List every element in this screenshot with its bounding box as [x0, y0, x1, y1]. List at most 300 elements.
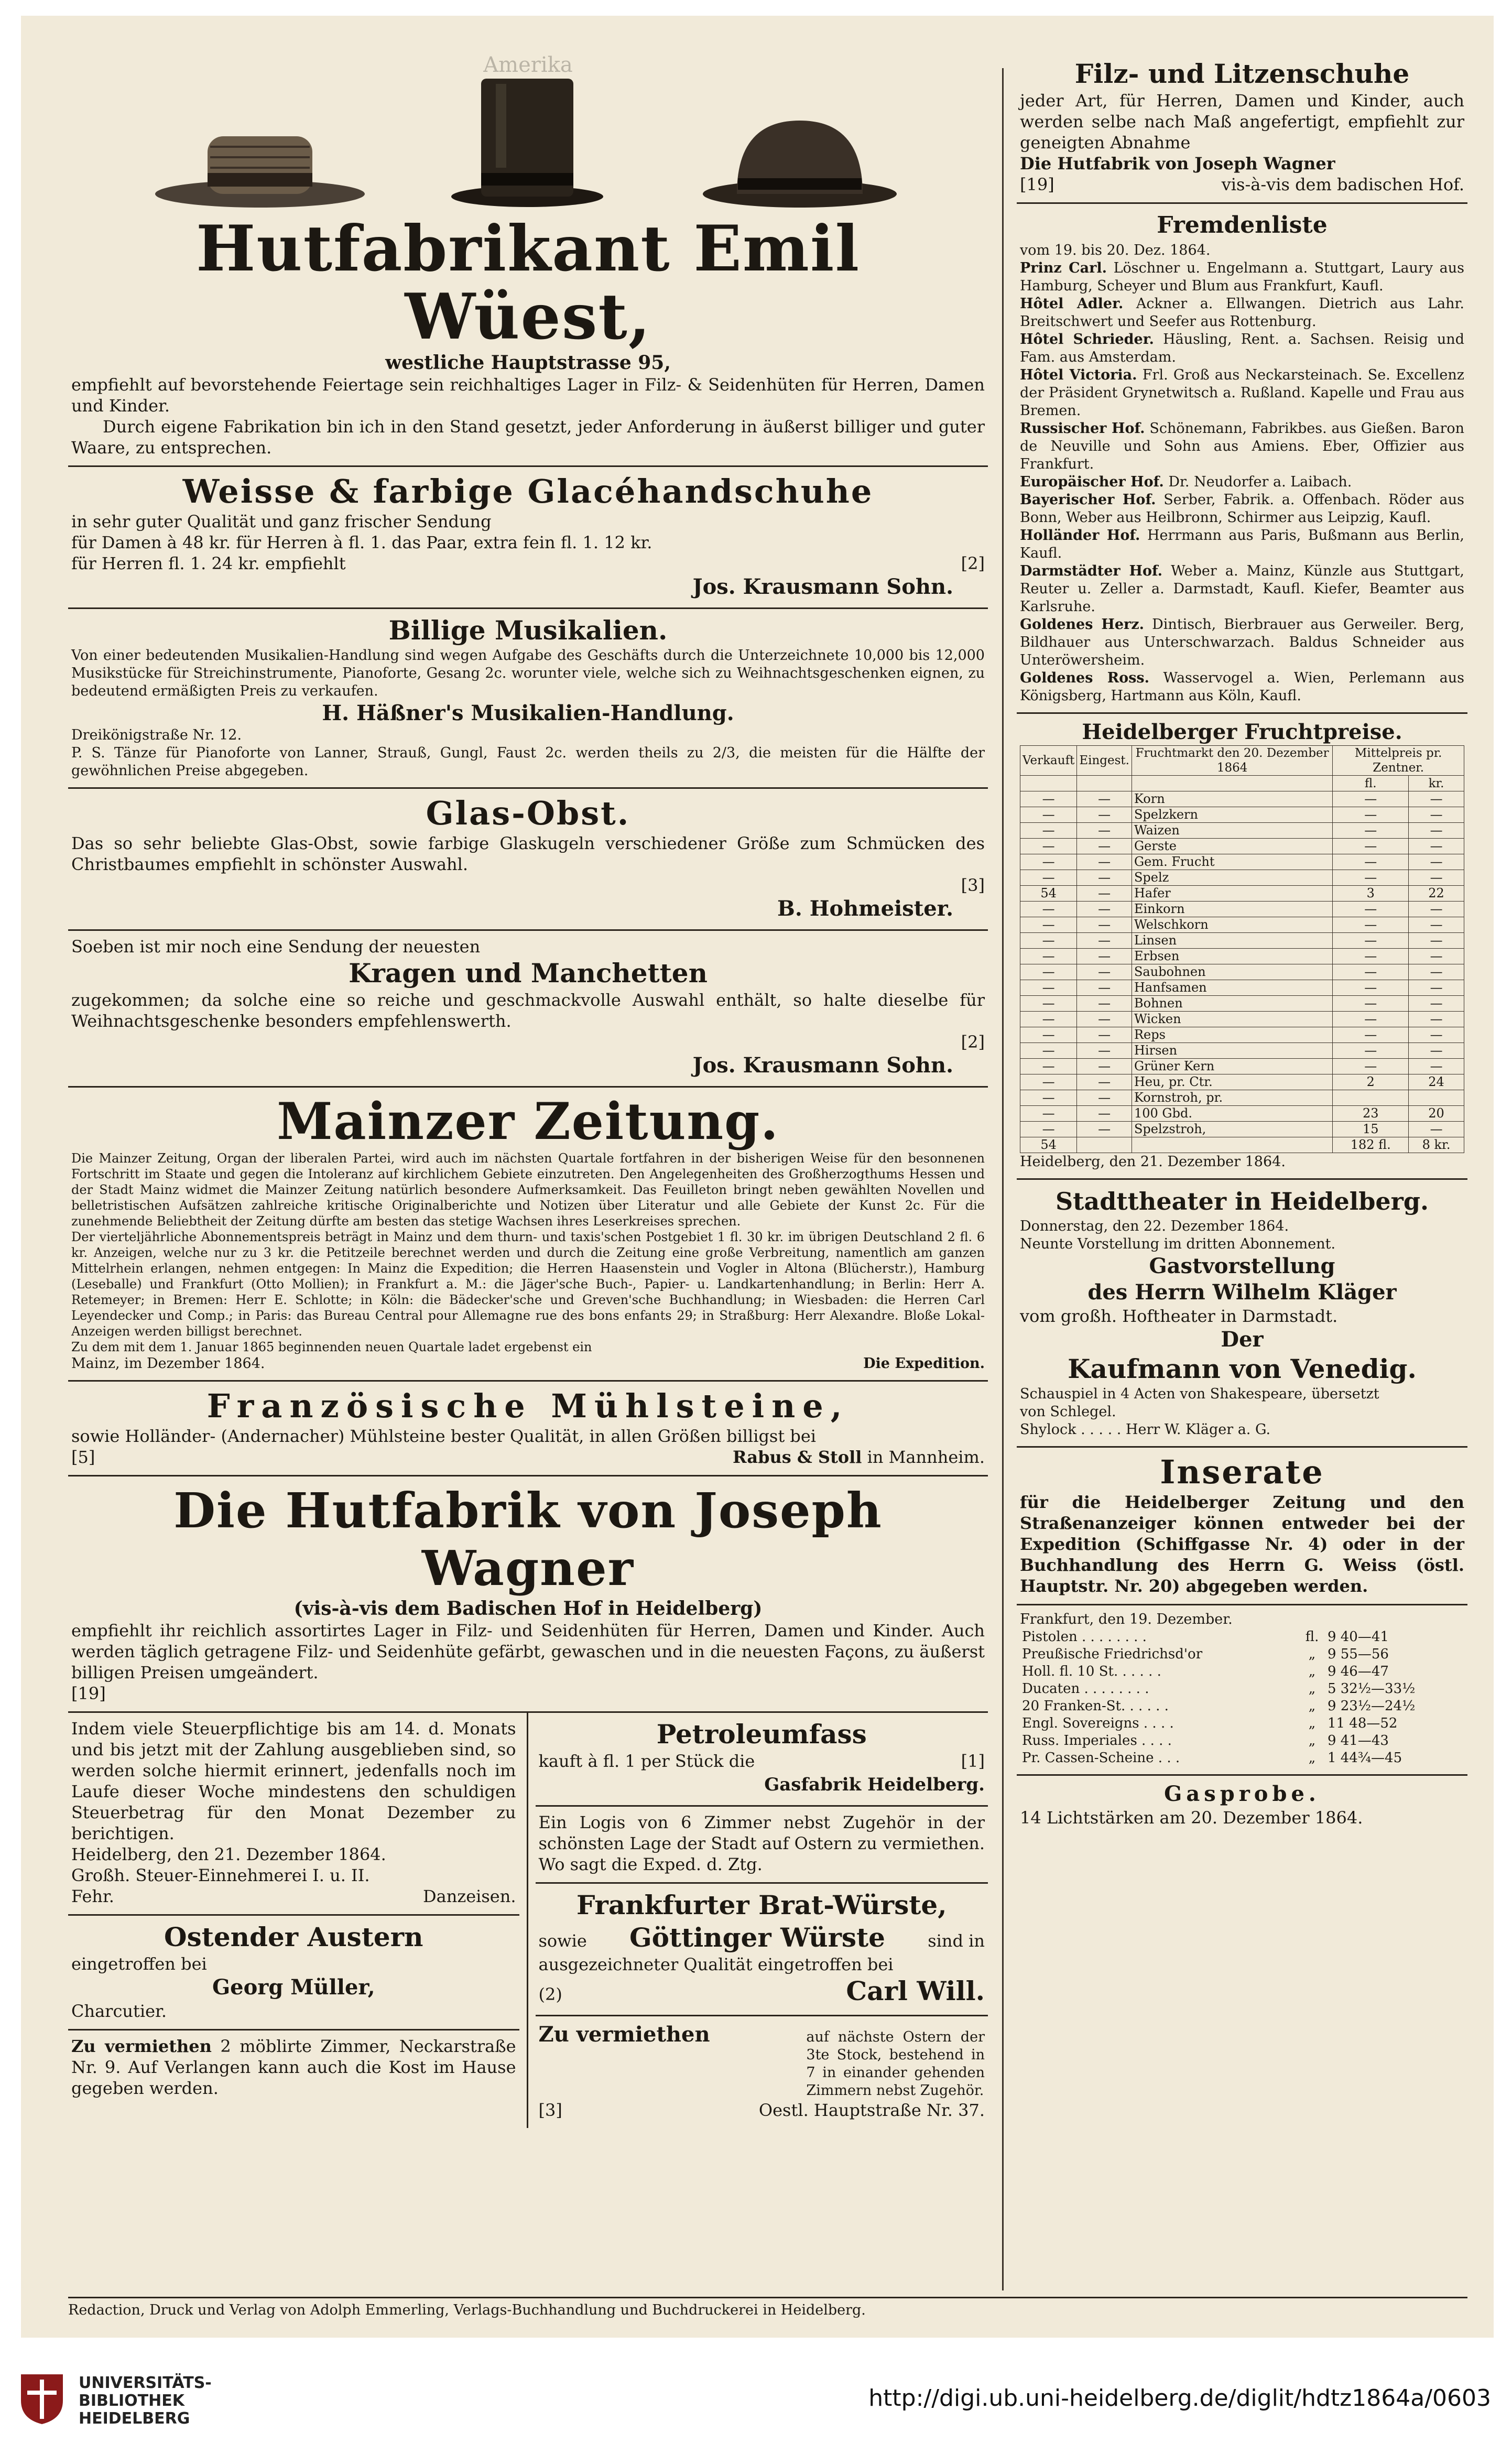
ad-ref: [19]	[1020, 175, 1054, 194]
grain-cell-n: Wicken	[1132, 1012, 1332, 1027]
grain-row	[1020, 1106, 1464, 1122]
total-fl: 182	[1350, 1137, 1375, 1152]
unit-fl: fl.	[1333, 776, 1409, 791]
hotel-name: Goldenes Herz.	[1020, 616, 1144, 633]
rate-cell-c: „	[1308, 1715, 1316, 1731]
rate-cell-c: fl.	[1305, 1629, 1319, 1645]
grain-cell-fl: —	[1333, 791, 1409, 807]
grain-cell-s: —	[1020, 996, 1077, 1012]
grain-cell-fl: —	[1333, 807, 1409, 823]
grain-cell-s: —	[1020, 854, 1077, 870]
col-in: Eingest.	[1077, 746, 1132, 776]
ad-ref: [3]	[538, 2100, 562, 2120]
ad-signature: Jos. Krausmann Sohn.	[692, 1053, 953, 1078]
ad-signature: Die Expedition.	[863, 1355, 985, 1372]
ad-text: empfiehlt auf bevorstehende Feiertage sein reichhaltiges Lager in Filz- & Seidenhüten für Herren, Damen und Kinder.	[71, 375, 985, 416]
guest-entry	[1020, 295, 1464, 331]
ad-signature: Die Hutfabrik von Joseph Wagner	[1020, 154, 1335, 173]
grain-row	[1020, 886, 1464, 902]
grain-cell-i: —	[1077, 1043, 1132, 1059]
grain-cell-i: —	[1077, 949, 1132, 964]
ad-glass-fruit	[68, 789, 988, 931]
grain-footer: Heidelberg, den 21. Dezember 1864.	[1020, 1154, 1286, 1170]
grain-cell-kr: —	[1409, 949, 1464, 964]
theatre-guest: Gastvorstellung	[1149, 1254, 1335, 1278]
library-footer	[0, 2338, 1512, 2454]
inserate-notice	[1017, 1448, 1467, 1605]
total-unit: fl.	[1378, 1137, 1391, 1152]
grain-cell-fl: 23	[1333, 1106, 1409, 1122]
grain-cell-s: —	[1020, 823, 1077, 839]
rates-table	[1020, 1628, 1464, 1767]
ad-trade: Charcutier.	[71, 2001, 167, 2021]
grain-cell-i: —	[1077, 1059, 1132, 1074]
grain-cell-fl: —	[1333, 917, 1409, 933]
rate-cell-n: Engl. Sovereigns . . . .	[1022, 1715, 1174, 1731]
ad-title: Mainzer Zeitung.	[277, 1092, 779, 1151]
grain-row	[1020, 902, 1464, 917]
grain-row	[1020, 1027, 1464, 1043]
grain-cell-s: —	[1020, 902, 1077, 917]
grain-row	[1020, 854, 1464, 870]
guest-names: Löschner u. Engelmann a. Stuttgart, Laury aus Hamburg, Scheyer und Blum aus Frankfurt, Kaufl.	[1020, 260, 1464, 294]
ad-title: Kragen und Manchetten	[349, 958, 708, 989]
rate-cell-v: 9 46—47	[1327, 1664, 1389, 1679]
ad-title: Französische Mühlsteine,	[206, 1387, 850, 1425]
hotel-name: Darmstädter Hof.	[1020, 563, 1163, 579]
grain-cell-s: —	[1020, 980, 1077, 996]
rate-cell-n: Holl. fl. 10 St. . . . . .	[1022, 1664, 1161, 1679]
ad-address: Oestl. Hauptstraße Nr. 37.	[758, 2100, 985, 2120]
ad-sausages	[536, 1884, 988, 2016]
ad-title: Ostender Austern	[164, 1921, 423, 1952]
ad-gloves	[68, 467, 988, 609]
col-market: Fruchtmarkt den 20. Dezember 1864	[1132, 746, 1332, 776]
guest-entry	[1020, 366, 1464, 420]
grain-cell-i: —	[1077, 1106, 1132, 1122]
hotel-name: Holländer Hof.	[1020, 527, 1140, 544]
ad-signature: Danzeisen.	[422, 1886, 516, 1906]
grain-table	[1020, 745, 1464, 1153]
grain-cell-i: —	[1077, 1074, 1132, 1090]
grain-row	[1020, 1122, 1464, 1137]
ad-text: sowie	[538, 1931, 587, 1951]
grain-cell-n: Gem. Frucht	[1132, 854, 1332, 870]
grain-cell-n: Hafer	[1132, 886, 1332, 902]
grain-cell-n: Gerste	[1132, 839, 1332, 854]
rates-head: Frankfurt, den 19. Dezember.	[1020, 1611, 1233, 1627]
grain-cell-n: Saubohnen	[1132, 964, 1332, 980]
grain-cell-kr: —	[1409, 1059, 1464, 1074]
grain-cell-kr	[1409, 1090, 1464, 1106]
grain-row	[1020, 1090, 1464, 1106]
grain-row	[1020, 870, 1464, 886]
rate-row	[1020, 1750, 1464, 1767]
rate-cell-c: „	[1308, 1664, 1316, 1679]
library-line: UNIVERSITÄTS-	[79, 2374, 212, 2392]
guest-entries	[1020, 259, 1464, 705]
grain-cell-fl: —	[1333, 949, 1409, 964]
ad-felt-shoes	[1017, 52, 1467, 204]
grain-cell-kr: —	[1409, 917, 1464, 933]
rate-row	[1020, 1663, 1464, 1680]
grain-cell-s: —	[1020, 1043, 1077, 1059]
ad-rent-floor	[536, 2016, 988, 2128]
grain-row	[1020, 1043, 1464, 1059]
grain-row	[1020, 1074, 1464, 1090]
theatre-role: Shylock . . . . . Herr W. Kläger a. G.	[1020, 1421, 1271, 1438]
grain-cell-i: —	[1077, 870, 1132, 886]
top-hat-icon	[449, 73, 606, 210]
grain-row	[1020, 964, 1464, 980]
grain-row	[1020, 917, 1464, 933]
hotel-name: Hôtel Schrieder.	[1020, 331, 1154, 348]
theatre-the: Der	[1221, 1327, 1264, 1352]
library-line: HEIDELBERG	[79, 2409, 190, 2428]
ad-signature: Jos. Krausmann Sohn.	[692, 574, 953, 599]
ad-mainzer-zeitung	[68, 1088, 988, 1382]
theatre-play: Kaufmann von Venedig.	[1068, 1353, 1417, 1384]
grain-cell-n: Erbsen	[1132, 949, 1332, 964]
grain-cell-s: —	[1020, 870, 1077, 886]
ad-ref: [3]	[961, 875, 985, 895]
ad-text: in sehr guter Qualität und ganz frischer Sendung	[71, 512, 492, 531]
ad-office: Großh. Steuer-Einnehmerei I. u. II.	[71, 1865, 370, 1885]
grain-cell-i: —	[1077, 917, 1132, 933]
ad-signature: H. Häßner's Musikalien-Handlung.	[322, 701, 734, 725]
guest-names: Herrmann aus Paris, Bußmann aus Berlin, Kaufl.	[1020, 527, 1464, 561]
hotel-name: Russischer Hof.	[1020, 420, 1145, 437]
grain-cell-n: 100 Gbd.	[1132, 1106, 1332, 1122]
grain-cell-i: —	[1077, 1027, 1132, 1043]
theatre-series: Neunte Vorstellung im dritten Abonnement.	[1020, 1236, 1336, 1252]
ad-text: für Damen à 48 kr. für Herren à fl. 1. das Paar, extra fein fl. 1. 12 kr.	[71, 533, 652, 552]
theatre-desc: Schauspiel in 4 Acten von Shakespeare, übersetzt	[1020, 1386, 1379, 1402]
ad-signature: Georg Müller,	[212, 1975, 375, 2000]
source-url-link[interactable]: http://digi.ub.uni-heidelberg.de/diglit/hdtz1864a/0603	[868, 2385, 1491, 2412]
grain-row	[1020, 823, 1464, 839]
ad-collars	[68, 931, 988, 1088]
grain-cell-n: Kornstroh, pr.	[1132, 1090, 1332, 1106]
grain-cell-s: —	[1020, 839, 1077, 854]
section-title: Fremdenliste	[1157, 212, 1328, 238]
rate-cell-n: Preußische Friedrichsd'or	[1022, 1646, 1203, 1662]
grain-cell-i: —	[1077, 1012, 1132, 1027]
guest-entry	[1020, 259, 1464, 295]
rate-cell-v: 5 32½—33½	[1327, 1681, 1416, 1697]
ad-signature: Rabus & Stoll	[733, 1447, 862, 1467]
grain-cell-n: Hanfsamen	[1132, 980, 1332, 996]
column-divider	[1002, 68, 1004, 2290]
imprint: Redaction, Druck und Verlag von Adolph Emmerling, Verlags-Buchhandlung und Buchdruckerei in Heidelberg.	[68, 2297, 1467, 2319]
grain-cell-kr: —	[1409, 902, 1464, 917]
hotel-name: Europäischer Hof.	[1020, 474, 1164, 490]
grain-cell-n: Grüner Kern	[1132, 1059, 1332, 1074]
gas-test	[1017, 1776, 1467, 1836]
total-kr: 8	[1422, 1137, 1430, 1152]
grain-cell-i: —	[1077, 933, 1132, 949]
grain-cell-n: Spelzkern	[1132, 807, 1332, 823]
grain-cell-i: —	[1077, 1090, 1132, 1106]
guest-list	[1017, 204, 1467, 714]
grain-cell-kr: —	[1409, 933, 1464, 949]
grain-cell-kr: —	[1409, 1043, 1464, 1059]
right-column	[1017, 52, 1467, 2290]
grain-cell-i: —	[1077, 807, 1132, 823]
grain-row	[1020, 807, 1464, 823]
grain-cell-fl	[1333, 1090, 1409, 1106]
ad-ref: [2]	[961, 553, 985, 573]
rate-cell-v: 11 48—52	[1327, 1715, 1398, 1731]
grain-cell-i: —	[1077, 791, 1132, 807]
guest-names: Dr. Neudorfer a. Laibach.	[1168, 474, 1352, 490]
ad-signature: B. Hohmeister.	[777, 896, 953, 921]
rate-row	[1020, 1698, 1464, 1715]
ad-text: jeder Art, für Herren, Damen und Kinder, auch werden selbe nach Maß angefertigt, empfiehlt zur geneigten Abnahme	[1020, 91, 1464, 153]
ad-text: Der vierteljährliche Abonnementspreis beträgt in Mainz und dem thurn- und taxis'schen Postgebiet 1 fl. 30 kr. im übrigen Deutschland 2 fl. 6 kr. Anzeigen, welche nur zu 3 kr. die Petitzeile berechnet werden und durch die Zeitung eine große Verbreitung, namentlich am ganzen Mittelrhein erlangen, nehmen entgegen: In Mainz die Expedition; die Herren Haasenstein und Vogler in Altona (Blücherstr.), Hamburg (Leseballe) und Frankfurt (Otto Mollien); in Frankfurt a. M.: die Jäger'sche Buch-, Papier- u. Landkartenhandlung; in Berlin: Herr A. Retemeyer; in Bremen: Herr E. Schlotte; in Köln: die Bädecker'sche und Greven'sche Buchhandlung; in Wiesbaden: die Herren Carl Leyendecker und Comp.; in Paris: das Bureau Central pour Allemagne rue des bons enfants 29; in Straßburg: Herr Alexandre. Bloße Lokal-Anzeigen werden billigst berechnet.	[71, 1230, 985, 1339]
rate-row	[1020, 1715, 1464, 1732]
ad-ref: [2]	[961, 1032, 985, 1052]
grain-cell-n: Spelz	[1132, 870, 1332, 886]
hotel-name: Goldenes Ross.	[1020, 670, 1149, 686]
rate-cell-v: 1 44¾—45	[1327, 1750, 1402, 1766]
rate-row	[1020, 1680, 1464, 1698]
grain-cell-i: —	[1077, 996, 1132, 1012]
ad-text: Durch eigene Fabrikation bin ich in den Stand gesetzt, jeder Anforderung in äußerst billiger und guter Waare, zu entsprechen.	[71, 417, 985, 458]
guest-entry	[1020, 669, 1464, 705]
grain-cell-kr: 20	[1409, 1106, 1464, 1122]
ad-text: Das so sehr beliebte Glas-Obst, sowie farbige Glaskugeln verschiedener Größe zum Schmücken des Christbaumes empfiehlt in schönster Auswahl.	[71, 833, 985, 874]
grain-cell-fl: 3	[1333, 886, 1409, 902]
grain-row	[1020, 839, 1464, 854]
section-text: für die Heidelberger Zeitung und den Straßenanzeiger können entweder bei der Expedition (Schiffgasse Nr. 4) oder in der Buchhandlung des Herrn G. Weiss (östl. Hauptstr. Nr. 20) abgegeben werden.	[1020, 1492, 1464, 1596]
section-text: 14 Lichtstärken am 20. Dezember 1864.	[1020, 1808, 1363, 1828]
rate-cell-v: 9 23½—24½	[1327, 1698, 1416, 1714]
ad-lodging	[536, 1807, 988, 1884]
library-line: BIBLIOTHEK	[79, 2392, 184, 2410]
grain-cell-s: —	[1020, 1074, 1077, 1090]
grain-cell-fl: —	[1333, 996, 1409, 1012]
rate-row	[1020, 1732, 1464, 1750]
grain-cell-fl: —	[1333, 1027, 1409, 1043]
grain-cell-i: —	[1077, 854, 1132, 870]
grain-row	[1020, 1059, 1464, 1074]
ad-text: kauft à fl. 1 per Stück die	[538, 1751, 755, 1771]
grain-cell-fl: 2	[1333, 1074, 1409, 1090]
rate-row	[1020, 1646, 1464, 1663]
grain-cell-n: Heu, pr. Ctr.	[1132, 1074, 1332, 1090]
guest-entry	[1020, 420, 1464, 473]
grain-cell-kr: 22	[1409, 886, 1464, 902]
ad-text: empfiehlt ihr reichlich assortirtes Lager in Filz- und Seidenhüten für Herren, Damen und Kinder. Auch werden täglich getragene Filz- und Seidenhüte gefärbt, gewaschen und in die neuesten Façons, zu äußerst billigen Preisen umgeändert.	[71, 1621, 985, 1682]
grain-cell-s: —	[1020, 964, 1077, 980]
ad-lead: Zu vermiethen	[71, 2036, 212, 2056]
ad-address: Dreikönigstraße Nr. 12.	[71, 727, 242, 743]
grain-cell-n: Bohnen	[1132, 996, 1332, 1012]
hats-illustration	[71, 53, 985, 215]
section-title: Stadttheater in Heidelberg.	[1055, 1187, 1429, 1215]
ad-tax-notice	[68, 1713, 519, 1916]
rate-cell-n: Pistolen . . . . . . . .	[1022, 1629, 1147, 1645]
grain-cell-i: —	[1077, 839, 1132, 854]
ad-ref: [19]	[71, 1684, 106, 1703]
guest-entry	[1020, 616, 1464, 669]
ad-signature: Carl Will.	[846, 1975, 985, 2006]
rate-cell-c: „	[1308, 1750, 1316, 1766]
hotel-name: Hôtel Adler.	[1020, 296, 1124, 312]
ad-text: Von einer bedeutenden Musikalien-Handlung sind wegen Aufgabe des Geschäfts durch die Unterzeichnete 10,000 bis 12,000 Musikstücke für Streichinstrumente, Pianoforte, Gesang 2c. worunter viele, welche sich zu Weihnachtsgeschenken eignen, zu bedeutend ermäßigten Preis zu verkaufen.	[71, 647, 985, 699]
grain-cell-kr: —	[1409, 1027, 1464, 1043]
grain-cell-fl: —	[1333, 1059, 1409, 1074]
ad-title: Die Hutfabrik von Joseph Wagner	[173, 1482, 883, 1597]
university-library-logo-icon	[16, 2369, 68, 2427]
ad-rent-rooms	[68, 2030, 519, 2106]
guest-names: Häusling, Rent. a. Sachsen. Reisig und Fam. aus Amsterdam.	[1020, 331, 1464, 365]
theatre-notice	[1017, 1180, 1467, 1448]
section-title: Heidelberger Fruchtpreise.	[1082, 720, 1402, 744]
rate-row	[1020, 1628, 1464, 1646]
ad-text: Soeben ist mir noch eine Sendung der neuesten	[71, 937, 481, 957]
ad-town: in Mannheim.	[867, 1447, 985, 1467]
ad-postscript: P. S. Tänze für Pianoforte von Lanner, Strauß, Gungl, Faust 2c. werden theils zu 2/3, die meisten für die Hälfte der gewöhnlichen Preise abgegeben.	[71, 745, 985, 779]
grain-cell-fl: —	[1333, 839, 1409, 854]
section-title: Gasprobe.	[1164, 1782, 1320, 1806]
rate-cell-v: 9 55—56	[1327, 1646, 1389, 1662]
ad-text: für Herren fl. 1. 24 kr. empfiehlt	[71, 553, 346, 573]
theatre-desc: von Schlegel.	[1020, 1404, 1116, 1420]
rate-cell-v: 9 40—41	[1327, 1629, 1389, 1645]
guest-names: Frl. Groß aus Neckarsteinach. Se. Excellenz der Präsident Grynetwitsch a. Rußland. Kapelle und Frau aus Bremen.	[1020, 367, 1464, 419]
ad-address: westliche Hauptstrasse 95,	[385, 352, 671, 374]
small-ads-block	[68, 1713, 988, 2128]
grain-row	[1020, 933, 1464, 949]
ad-music	[68, 609, 988, 789]
section-date: vom 19. bis 20. Dez. 1864.	[1020, 242, 1211, 258]
grain-cell-s: —	[1020, 1122, 1077, 1137]
col-sold: Verkauft	[1020, 746, 1077, 776]
grain-cell-n: Waizen	[1132, 823, 1332, 839]
grain-cell-fl: —	[1333, 980, 1409, 996]
ad-address: vis-à-vis dem badischen Hof.	[1221, 175, 1464, 194]
unit-kr: kr.	[1409, 776, 1464, 791]
ad-title: Billige Musikalien.	[388, 615, 668, 646]
guest-names: Ackner a. Ellwangen. Dietrich aus Lahr. Breitschwert und Seefer aus Rottenburg.	[1020, 296, 1464, 330]
grain-cell-i: —	[1077, 886, 1132, 902]
ad-signature: Gasfabrik Heidelberg.	[764, 1774, 985, 1795]
total-kr-unit: kr.	[1434, 1137, 1451, 1152]
guest-names: Dintisch, Bierbrauer aus Gerweiler. Berg, Bildhauer aus Unterschwarzach. Baldus Schneider aus Unteröwersheim.	[1020, 616, 1464, 668]
guest-entry	[1020, 527, 1464, 562]
ad-subtitle: (vis-à-vis dem Badischen Hof in Heidelberg)	[293, 1598, 763, 1620]
ad-title: Glas-Obst.	[426, 794, 630, 832]
col-price: Mittelpreis pr. Zentner.	[1333, 746, 1464, 776]
ad-petroleum	[536, 1713, 988, 1807]
rate-cell-n: 20 Franken-St. . . . . .	[1022, 1698, 1169, 1714]
grain-cell-kr: 24	[1409, 1074, 1464, 1090]
grain-cell-s: —	[1020, 1090, 1077, 1106]
ad-title: Frankfurter Brat-Würste,	[576, 1890, 947, 1920]
ad-text: zugekommen; da solche eine so reiche und geschmackvolle Auswahl enthält, so halte dieselbe für Weihnachtsgeschenke besonders empfehlenswerth.	[71, 990, 985, 1031]
rate-cell-c: „	[1308, 1681, 1316, 1697]
money-rates	[1017, 1605, 1467, 1776]
grain-cell-kr: —	[1409, 791, 1464, 807]
ad-date: Heidelberg, den 21. Dezember 1864.	[71, 1844, 386, 1864]
grain-cell-n: Korn	[1132, 791, 1332, 807]
ad-title: Petroleumfass	[656, 1719, 867, 1750]
grain-row	[1020, 791, 1464, 807]
grain-cell-s: —	[1020, 1059, 1077, 1074]
theatre-from: vom großh. Hoftheater in Darmstadt.	[1020, 1306, 1338, 1326]
rate-cell-n: Pr. Cassen-Scheine . . .	[1022, 1750, 1180, 1766]
hotel-name: Prinz Carl.	[1020, 260, 1107, 276]
grain-row	[1020, 1012, 1464, 1027]
bleed-through-text: Amerika	[483, 53, 573, 77]
grain-cell-kr: —	[1409, 964, 1464, 980]
ad-text: auf nächste Ostern der 3te Stock, bestehend in 7 in einander gehenden Zimmern nebst Zugehör.	[806, 2029, 985, 2099]
ad-text: 2 möblirte Zimmer, Neckarstraße Nr. 9. Auf Verlangen kann auch die Kost im Hause gegeben werden.	[71, 2036, 516, 2098]
ad-millstones	[68, 1382, 988, 1476]
grain-cell-kr: —	[1409, 980, 1464, 996]
ad-oysters	[68, 1916, 519, 2030]
ad-title: Hutfabrikant Emil Wüest,	[195, 212, 861, 354]
grain-cell-kr: —	[1409, 996, 1464, 1012]
grain-cell-i: —	[1077, 902, 1132, 917]
ad-text: Die Mainzer Zeitung, Organ der liberalen Partei, wird auch im nächsten Quartale fortfahren in der bisherigen Weise für den besonnenen Fortschritt im Staate und gegen die Intoleranz auf kirchlichem Gebiete einzutreten. Den Angelegenheiten des Großherzogthums Hessen und der Stadt Mainz widmet die Mainzer Zeitung natürlich besondere Aufmerksamkeit. Das Feuilleton bringt neben gewählten Novellen und belletristischen Aufsätzen zahlreiche kritische Originalberichte und Notizen über Literatur und alle Gebiete der Kunst 2c. Für die zunehmende Beliebtheit der Zeitung dürfte am besten das stetige Wachsen ihres Leserkreises sprechen.	[71, 1151, 985, 1229]
ad-hatmaker	[68, 52, 988, 467]
ad-text: ausgezeichneter Qualität eingetroffen bei	[538, 1954, 894, 1974]
section-title: Inserate	[1160, 1453, 1324, 1491]
grain-cell-kr: —	[1409, 823, 1464, 839]
grain-row	[1020, 996, 1464, 1012]
guest-entry	[1020, 331, 1464, 366]
grain-cell-s: —	[1020, 1012, 1077, 1027]
ad-text: sowie Holländer- (Andernacher) Mühlsteine bester Qualität, in allen Größen billigst bei	[71, 1426, 817, 1446]
ad-signature: Fehr.	[71, 1886, 114, 1906]
bowler-hat-icon	[700, 105, 899, 210]
grain-cell-kr: —	[1409, 807, 1464, 823]
grain-row	[1020, 980, 1464, 996]
ad-ref: [1]	[961, 1751, 985, 1771]
grain-cell-fl: —	[1333, 1012, 1409, 1027]
guest-names: Wasservogel a. Wien, Perlemann aus Königsberg, Hartmann aus Köln, Kaufl.	[1020, 670, 1464, 704]
grain-cell-n: Linsen	[1132, 933, 1332, 949]
grain-cell-i: —	[1077, 823, 1132, 839]
guest-entry	[1020, 562, 1464, 616]
grain-cell-fl: —	[1333, 854, 1409, 870]
newspaper-page	[21, 16, 1494, 2338]
grain-cell-n: Welschkorn	[1132, 917, 1332, 933]
hotel-name: Bayerischer Hof.	[1020, 492, 1156, 508]
grain-cell-s: —	[1020, 1027, 1077, 1043]
grain-cell-i: —	[1077, 1122, 1132, 1137]
rate-cell-v: 9 41—43	[1327, 1733, 1389, 1749]
total-sold: 54	[1020, 1137, 1077, 1153]
ad-title: Filz- und Litzenschuhe	[1074, 58, 1410, 89]
library-name	[79, 2374, 212, 2428]
grain-cell-s: —	[1020, 917, 1077, 933]
ad-ref: (2)	[538, 1984, 562, 2004]
rate-cell-c: „	[1308, 1698, 1316, 1714]
grain-cell-kr: —	[1409, 839, 1464, 854]
ad-text: Zu dem mit dem 1. Januar 1865 beginnenden neuen Quartale ladet ergebenst ein	[71, 1340, 592, 1354]
grain-cell-n: Einkorn	[1132, 902, 1332, 917]
grain-cell-kr: —	[1409, 1122, 1464, 1137]
ad-ref: [5]	[71, 1447, 95, 1467]
grain-cell-fl: —	[1333, 823, 1409, 839]
grain-cell-n: Hirsen	[1132, 1043, 1332, 1059]
theatre-actor: des Herrn Wilhelm Kläger	[1087, 1280, 1397, 1305]
grain-cell-fl: —	[1333, 870, 1409, 886]
